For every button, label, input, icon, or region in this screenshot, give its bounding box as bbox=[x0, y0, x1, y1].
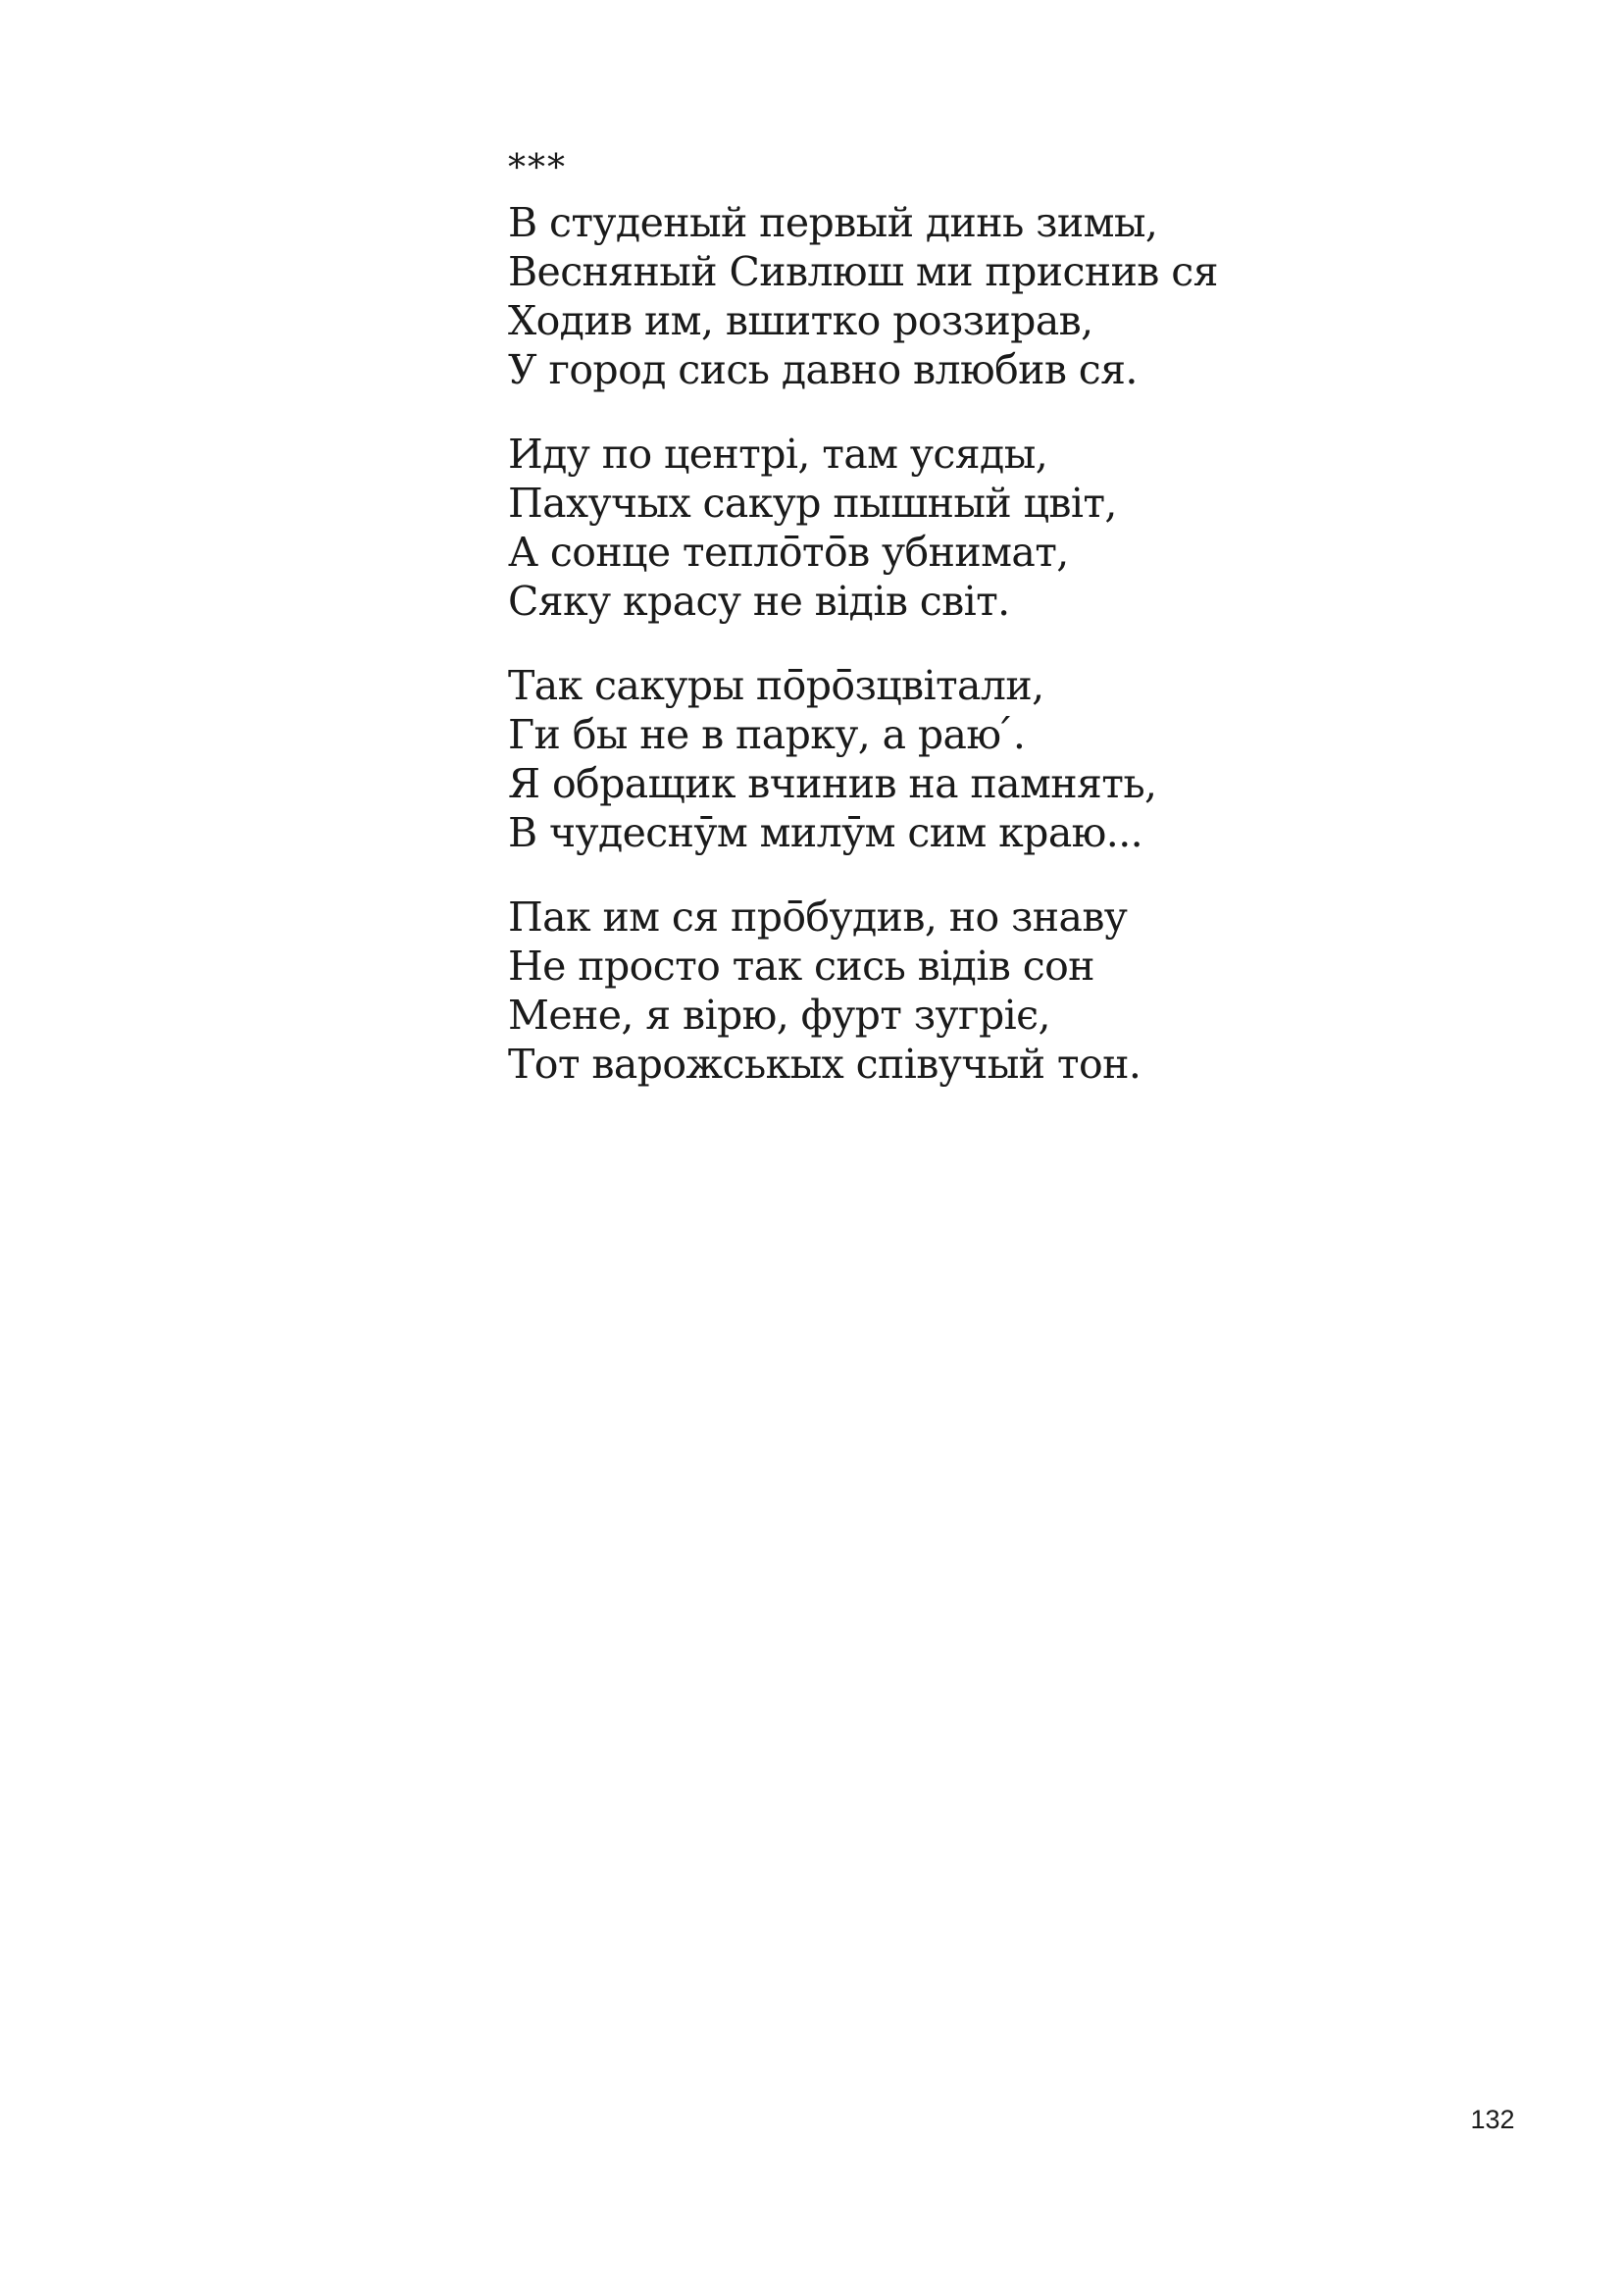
page-number: 132 bbox=[1470, 2105, 1515, 2134]
stanza-1 bbox=[508, 198, 1489, 394]
poem-line: Я обращик вчинив на памнять, bbox=[508, 760, 1157, 807]
poem-line: В чудеснӯм милӯм сим краю... bbox=[508, 809, 1143, 856]
poem-line: В студеный первый динь зимы, bbox=[508, 199, 1158, 246]
poem-line: Тот варожськых співучый тон. bbox=[508, 1041, 1141, 1088]
poem-line: Не просто так сись відів сон bbox=[508, 943, 1094, 990]
stanza-4 bbox=[508, 893, 1489, 1089]
poem-line: Весняный Сивлюш ми приснив ся bbox=[508, 248, 1218, 295]
poem-line: У город сись давно влюбив ся. bbox=[508, 346, 1138, 393]
poem bbox=[508, 149, 1489, 1124]
stanza-2 bbox=[508, 430, 1489, 626]
stanza-3 bbox=[508, 661, 1489, 857]
poem-line: А сонце теплō̄тō̄в убнимат, bbox=[508, 529, 1069, 576]
poem-line: Сяку красу не відів світ. bbox=[508, 578, 1010, 625]
poem-separator: *** bbox=[508, 148, 567, 188]
poem-line: Пахучых сакур пышный цвіт, bbox=[508, 480, 1117, 527]
poem-line: Пак им ся прō̄будив, но знаву bbox=[508, 893, 1128, 941]
poem-line: Ходив им, вшитко роззирав, bbox=[508, 297, 1093, 344]
poem-line: Иду по центрі, там усяды, bbox=[508, 431, 1048, 478]
poem-line: Так сакуры пō̄рō̄зцвітали, bbox=[508, 662, 1044, 709]
poem-line: Мене, я вірю, фурт зугріє, bbox=[508, 992, 1050, 1039]
poem-line: Ги бы не в парку, а раю ́. bbox=[508, 711, 1026, 758]
